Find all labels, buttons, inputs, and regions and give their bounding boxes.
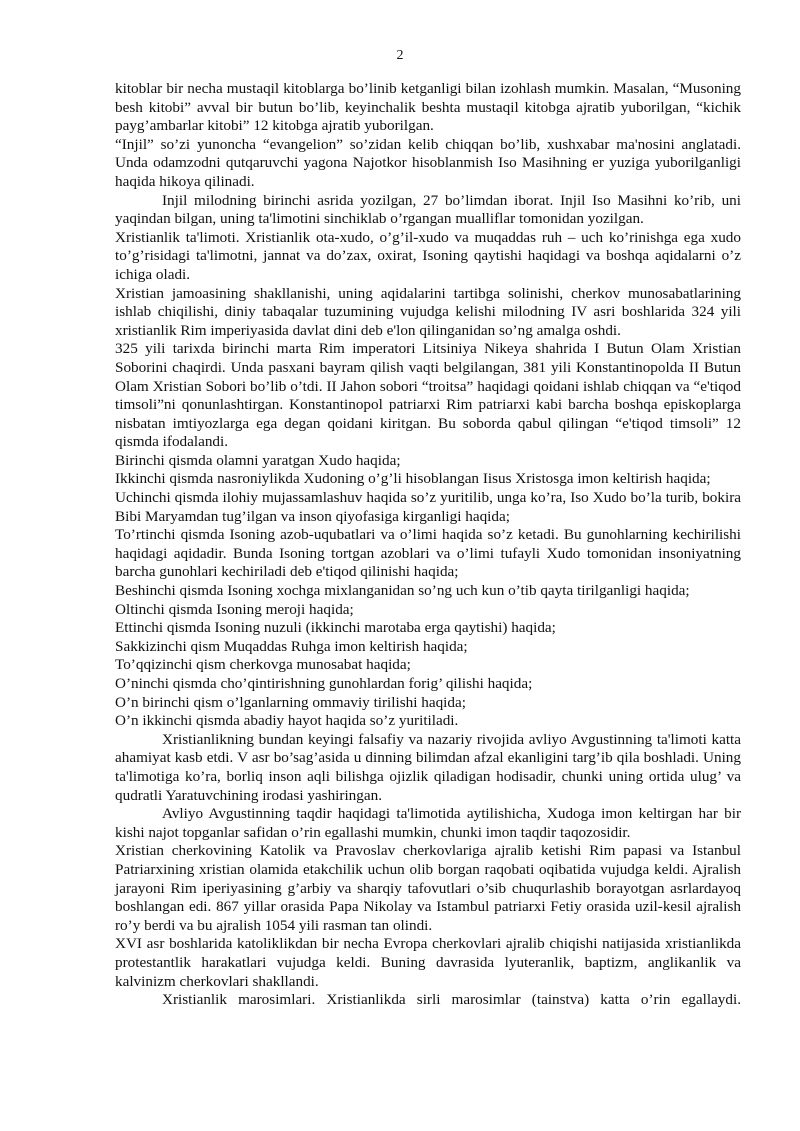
paragraph: To’qqizinchi qism cherkovga munosabat haqida; bbox=[115, 656, 411, 674]
paragraph: kitoblar bir necha mustaqil kitoblarga bo’linib ketganligi bilan izohlash mumkin. Masalan, “Musoning besh kitobi” avval bir butun bo’lib, keyinchalik beshta mustaqil kitobga ajratib yuborilgan, “kichik payg’ambarlar kitobi” 12 kitobga ajratib yuborilgan. bbox=[115, 80, 741, 135]
paragraph: To’rtinchi qismda Isoning azob-uqubatlari va o’limi haqida so’z ketadi. Bu gunohlarning kechirilishi haqidagi aqidadir. Bunda Isoning tortgan azoblari va o’limi tufayli Xudo tomonidan insoniyatning barcha gunohlari kechiriladi deb e'tiqod qilinishi haqida; bbox=[115, 526, 741, 581]
paragraph: Sakkizinchi qism Muqaddas Ruhga imon keltirish haqida; bbox=[115, 637, 468, 655]
paragraph: Ettinchi qismda Isoning nuzuli (ikkinchi marotaba erga qaytishi) haqida; bbox=[115, 619, 556, 637]
paragraph: Birinchi qismda olamni yaratgan Xudo haqida; bbox=[115, 451, 401, 469]
paragraph: “Injil” so’zi yunoncha “evangelion” so’zidan kelib chiqqan bo’lib, xushxabar ma'nosini anglatadi. Unda odamzodni qutqaruvchi yagona Najotkor hisoblanmish Iso Masihning er yuziga yuborilganligi haqida hikoya qilinadi. bbox=[115, 135, 741, 190]
paragraph: Xristian cherkovining Katolik va Pravoslav cherkovlariga ajralib ketishi Rim papasi va Istanbul Patriarxining xristian olamida etakchilik uchun olib borgan raqobati oqibatida vujudga keldi. Ajralish jarayoni Rim iperiyasining g’arbiy va sharqiy tafovutlari o’sib chuqurlashib borayotgan asrlardayoq boshlangan edi. 867 yillar orasida Papa Nikolay va Istambul patriarxi Fetiy orasida uzil-kesil ajralish ro’y berdi va bu ajralish 1054 yili rasman tan olindi. bbox=[115, 842, 741, 934]
paragraph: Xristian jamoasining shakllanishi, uning aqidalarini tartibga solinishi, cherkov munosabatlarining ishlab chiqilishi, diniy tabaqalar tuzumining vujudga kelishi milodning IV asri boshlarida 324 yili xristianlik Rim imperiyasida davlat dini deb e'lon qilinganidan so’ng amalga oshdi. bbox=[115, 284, 741, 339]
paragraph: Beshinchi qismda Isoning xochga mixlanganidan so’ng uch kun o’tib qayta tirilganligi haqida; bbox=[115, 582, 690, 600]
paragraph: Xristianlikning bundan keyingi falsafiy va nazariy rivojida avliyo Avgustinning ta'limoti katta ahamiyat kasb etdi. V asr bo’sag’asida u dinning bilimdan afzal ekanligini targ’ib qila boshladi. Uning ta'limotiga ko’ra, borliq inson aqli bilishga ojizlik qiladigan hodisadir, chunki uning ortida ulug’ va qudratli Yaratuvchining irodasi yashiringan. bbox=[115, 730, 741, 804]
paragraph: Xristianlik ta'limoti. Xristianlik ota-xudo, o’g’il-xudo va muqaddas ruh – uch ko’rinishga ega xudo to’g’risidagi ta'limotni, jannat va do’zax, oxirat, Isoning qaytishi haqidagi va boshqa aqidalarni o’z ichiga oladi. bbox=[115, 228, 741, 283]
paragraph: XVI asr boshlarida katoliklikdan bir necha Evropa cherkovlari ajralib chiqishi natijasida xristianlikda protestantlik harakatlari vujudga keldi. Buning davrasida lyuteranlik, baptizm, anglikanlik va kalvinizm cherkovlari shakllandi. bbox=[115, 935, 741, 990]
paragraph: O’n birinchi qism o’lganlarning ommaviy tirilishi haqida; bbox=[115, 693, 466, 711]
paragraph: Ikkinchi qismda nasroniylikda Xudoning o’g’li hisoblangan Iisus Xristosga imon keltirish haqida; bbox=[115, 470, 711, 488]
paragraph: Oltinchi qismda Isoning meroji haqida; bbox=[115, 600, 354, 618]
paragraph: Avliyo Avgustinning taqdir haqidagi ta'limotida aytilishicha, Xudoga imon keltirgan har bir kishi najot topganlar safidan o’rin egallashi mumkin, chunki imon taqdir taqozosidir. bbox=[115, 805, 741, 841]
paragraph: O’ninchi qismda cho’qintirishning gunohlardan forig’ qilishi haqida; bbox=[115, 675, 533, 692]
paragraph: Xristianlik marosimlari. Xristianlikda sirli marosimlar (tainstva) katta o’rin egallaydi. bbox=[162, 991, 741, 1009]
body-text bbox=[115, 80, 741, 1010]
paragraph: O’n ikkinchi qismda abadiy hayot haqida so’z yuritiladi. bbox=[115, 712, 459, 730]
paragraph: Uchinchi qismda ilohiy mujassamlashuv haqida so’z yuritilib, unga ko’ra, Iso Xudo bo’la turib, bokira Bibi Maryamdan tug’ilgan va inson qiyofasiga kirganligi haqida; bbox=[115, 489, 741, 525]
paragraph: Injil milodning birinchi asrida yozilgan, 27 bo’limdan iborat. Injil Iso Masihni ko’rib, uni yaqindan bilgan, uning ta'limotini sinchiklab o’rgangan mualliflar tomonidan yozilgan. bbox=[115, 191, 741, 228]
page-number: 2 bbox=[396, 48, 404, 63]
paragraph: 325 yili tarixda birinchi marta Rim imperatori Litsiniya Nikeya shahrida I Butun Olam Xristian Soborini chaqirdi. Unda pasxani bayram qilish vaqti belgilangan, 381 yili Konstantinopolda II Butun Olam Xristian Sobori bo’lib o’tdi. II Jahon sobori “troitsa” haqidagi qoidani ishlab chiqqan va “e'tiqod timsoli”ni qonunlashtirgan. Konstantinopol patriarxi Rim patriarxi kabi barcha boshqa episkoplarga nisbatan imtiyozlarga ega degan qoidani kiritgan. Bu soborda qabul qilingan “e'tiqod timsoli” 12 qismda ifodalandi. bbox=[115, 340, 741, 451]
